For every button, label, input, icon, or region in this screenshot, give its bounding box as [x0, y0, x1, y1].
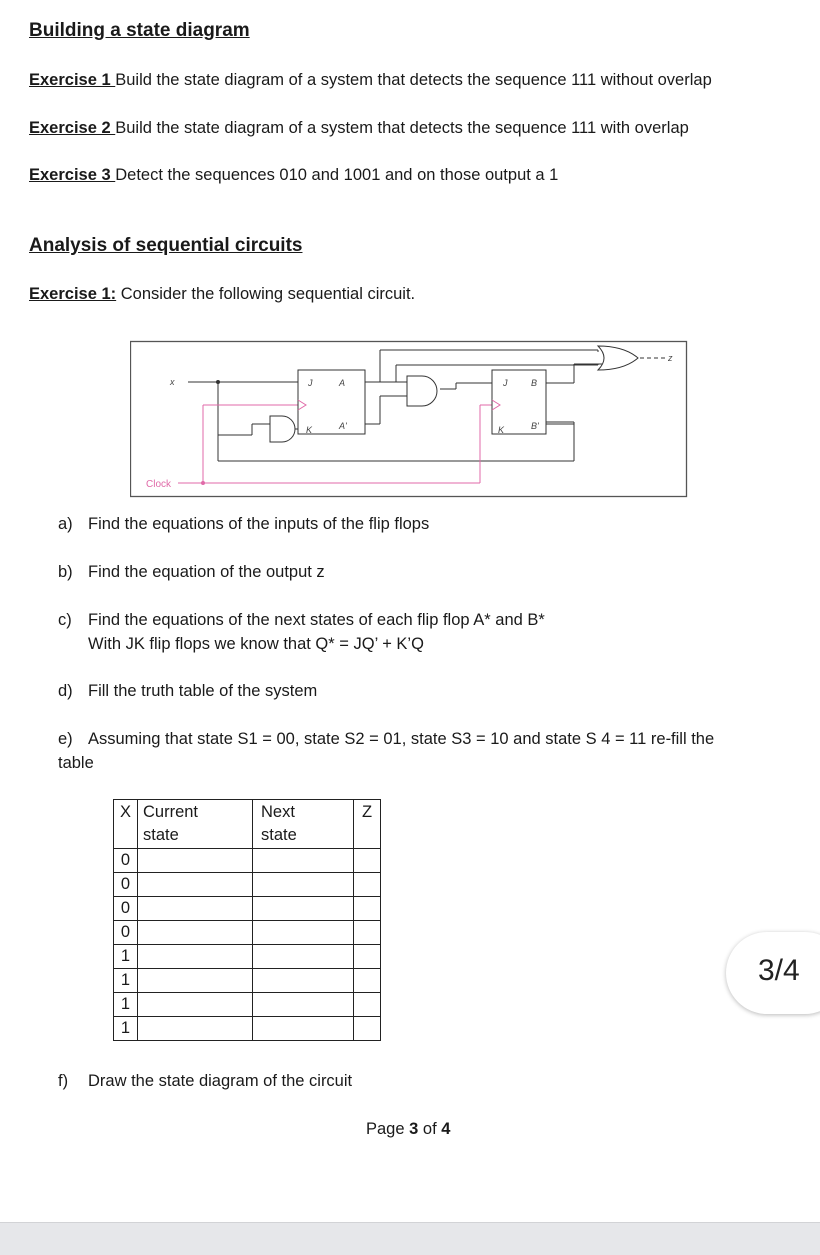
cell-current-state[interactable] — [138, 921, 253, 945]
cell-z[interactable] — [354, 921, 381, 945]
page-current: 3 — [409, 1120, 419, 1138]
cell-x: 1 — [114, 969, 138, 993]
question-c-text: Find the equations of the next states of each flip flop A* and B* — [88, 611, 545, 629]
question-f — [58, 1072, 778, 1094]
table-row — [114, 897, 381, 921]
cell-current-state[interactable] — [138, 897, 253, 921]
z-output-label: z — [668, 353, 673, 363]
analysis-exercise-label: Exercise 1: — [29, 285, 117, 303]
exercise-1-label: Exercise 1 — [29, 71, 116, 89]
question-b-text: Find the equation of the output z — [88, 563, 325, 581]
cell-x: 0 — [114, 849, 138, 873]
cell-next-state[interactable] — [253, 873, 354, 897]
header-z: Z — [354, 800, 381, 849]
cell-current-state[interactable] — [138, 1017, 253, 1041]
ffb-qn-label: B' — [531, 421, 539, 431]
sequential-circuit-diagram — [130, 340, 688, 498]
table-row — [114, 1017, 381, 1041]
cell-x: 0 — [114, 921, 138, 945]
table-row — [114, 945, 381, 969]
question-e-text: Assuming that state S1 = 00, state S2 = 01, state S3 = 10 and state S 4 = 11 re-fill the — [88, 730, 715, 748]
ffa-j-label: J — [308, 378, 313, 388]
and-gate-middle — [407, 376, 437, 406]
cell-z[interactable] — [354, 849, 381, 873]
cell-z[interactable] — [354, 969, 381, 993]
question-d — [58, 682, 778, 704]
clock-label: Clock — [146, 479, 172, 490]
cell-current-state[interactable] — [138, 873, 253, 897]
cell-next-state[interactable] — [253, 993, 354, 1017]
cell-next-state[interactable] — [253, 921, 354, 945]
page-total: 4 — [441, 1120, 451, 1138]
cell-x: 0 — [114, 897, 138, 921]
table-row — [114, 921, 381, 945]
exercise-1-text: Build the state diagram of a system that detects the sequence 111 without overlap — [115, 71, 712, 89]
ffb-k-label: K — [498, 425, 505, 435]
ffb-q-label: B — [531, 378, 538, 388]
cell-x: 0 — [114, 873, 138, 897]
analysis-exercise-1 — [29, 285, 415, 304]
question-a-label: a) — [58, 515, 73, 533]
question-b-label: b) — [58, 563, 73, 581]
cell-current-state[interactable] — [138, 945, 253, 969]
question-c-text-2: With JK flip flops we know that Q* = JQ’ + K’Q — [88, 635, 424, 653]
truth-table — [113, 799, 381, 1041]
page-indicator-text: 3/4 — [758, 954, 800, 987]
question-d-label: d) — [58, 682, 73, 700]
exercise-3-label: Exercise 3 — [29, 166, 116, 184]
cell-next-state[interactable] — [253, 1017, 354, 1041]
ffb-j-label: J — [503, 378, 508, 388]
analysis-exercise-text: Consider the following sequential circuit. — [116, 285, 416, 303]
section-title-state-diagram: Building a state diagram — [29, 20, 250, 41]
page-of: of — [418, 1120, 442, 1138]
exercise-2 — [29, 119, 689, 138]
exercise-2-label: Exercise 2 — [29, 119, 116, 137]
page-prefix: Page — [366, 1120, 410, 1138]
table-row — [114, 849, 381, 873]
x-input-label: x — [170, 377, 175, 387]
cell-z[interactable] — [354, 873, 381, 897]
page-indicator[interactable] — [726, 932, 820, 1014]
question-a — [58, 515, 778, 537]
cell-z[interactable] — [354, 945, 381, 969]
cell-next-state[interactable] — [253, 945, 354, 969]
question-e — [58, 730, 798, 776]
exercise-2-text: Build the state diagram of a system that detects the sequence 111 with overlap — [115, 119, 689, 137]
question-c-label: c) — [58, 611, 72, 629]
cell-z[interactable] — [354, 1017, 381, 1041]
section-title-sequential-circuits: Analysis of sequential circuits — [29, 235, 303, 256]
question-e-label: e) — [58, 730, 73, 748]
exercise-3-text: Detect the sequences 010 and 1001 and on those output a 1 — [115, 166, 559, 184]
clock-junction-dot — [201, 481, 205, 485]
question-b — [58, 563, 778, 585]
bottom-bar — [0, 1222, 820, 1255]
header-x: X — [114, 800, 138, 849]
question-d-text: Fill the truth table of the system — [88, 682, 318, 700]
question-f-text: Draw the state diagram of the circuit — [88, 1072, 353, 1090]
table-header-row — [114, 800, 381, 849]
cell-z[interactable] — [354, 897, 381, 921]
question-a-text: Find the equations of the inputs of the flip flops — [88, 515, 430, 533]
header-current-state: Current state — [138, 800, 253, 849]
ffa-q-label: A — [339, 378, 346, 388]
table-row — [114, 993, 381, 1017]
cell-current-state[interactable] — [138, 849, 253, 873]
cell-x: 1 — [114, 993, 138, 1017]
table-row — [114, 873, 381, 897]
question-c — [58, 611, 778, 657]
and-gate-lower — [270, 416, 295, 442]
cell-x: 1 — [114, 1017, 138, 1041]
cell-x: 1 — [114, 945, 138, 969]
ffa-k-label: K — [306, 425, 313, 435]
cell-next-state[interactable] — [253, 969, 354, 993]
header-next-state: Next state — [253, 800, 354, 849]
cell-z[interactable] — [354, 993, 381, 1017]
exercise-3 — [29, 166, 558, 185]
cell-next-state[interactable] — [253, 849, 354, 873]
question-e-text-2: table — [58, 754, 94, 772]
exercise-1 — [29, 71, 712, 90]
cell-current-state[interactable] — [138, 993, 253, 1017]
page-number — [366, 1120, 450, 1139]
table-row — [114, 969, 381, 993]
ffa-qn-label: A' — [339, 421, 347, 431]
cell-current-state[interactable] — [138, 969, 253, 993]
x-junction-dot — [216, 380, 220, 384]
question-f-label: f) — [58, 1072, 69, 1090]
cell-next-state[interactable] — [253, 897, 354, 921]
